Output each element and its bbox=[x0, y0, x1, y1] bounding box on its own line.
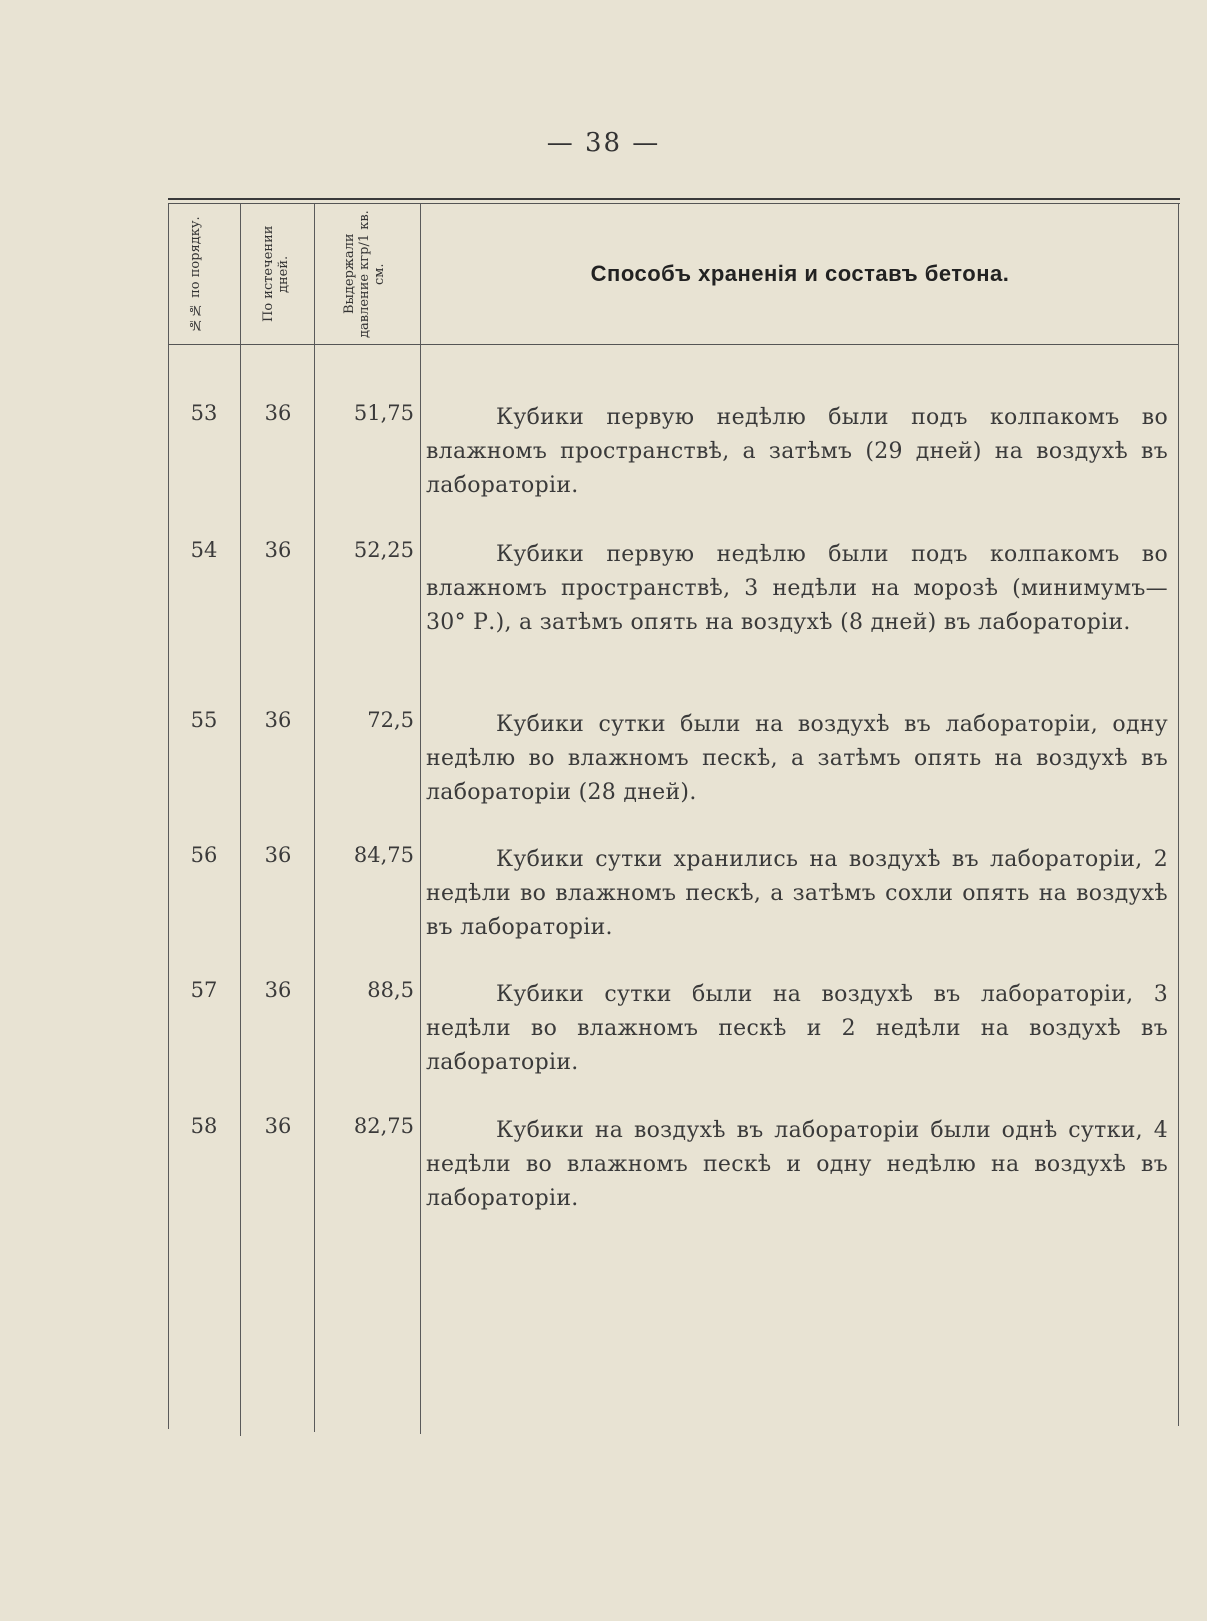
row-days: 36 bbox=[264, 1114, 292, 1138]
row-days: 36 bbox=[264, 708, 292, 732]
header-pressure-label: Выдержали давление кгр/1 кв. см. bbox=[342, 210, 387, 338]
row-description: Кубики сутки были на воздухѣ въ лабораторіи, одну недѣлю во влажномъ пескѣ, а затѣмъ опять на воздухѣ въ лабораторіи (28 дней). bbox=[426, 712, 1168, 805]
column-divider bbox=[314, 204, 315, 1432]
row-pressure: 82,75 bbox=[353, 1114, 414, 1138]
row-days: 36 bbox=[264, 401, 292, 425]
page-number: — 38 — bbox=[546, 128, 661, 158]
row-days: 36 bbox=[264, 978, 292, 1002]
row-number: 55 bbox=[190, 708, 218, 732]
row-pressure: 84,75 bbox=[353, 843, 414, 867]
row-description: Кубики на воздухѣ въ лабораторіи были однѣ сутки, 4 недѣли во влажномъ пескѣ и одну недѣлю на воздухѣ въ лабораторіи. bbox=[426, 1118, 1168, 1211]
table-top-rule-thin bbox=[168, 203, 1180, 204]
row-description: Кубики сутки были на воздухѣ въ лабораторіи, 3 недѣли во влажномъ пескѣ и 2 недѣли на воздухѣ въ лабораторіи. bbox=[426, 982, 1168, 1075]
header-method-label: Способъ храненія и составъ бетона. bbox=[590, 261, 1010, 286]
header-days-label: По истечении дней. bbox=[261, 225, 291, 323]
header-rule bbox=[168, 344, 1178, 345]
header-days bbox=[242, 206, 314, 342]
row-number: 58 bbox=[190, 1114, 218, 1138]
column-divider bbox=[168, 204, 169, 1429]
row-days: 36 bbox=[264, 538, 292, 562]
row-number: 57 bbox=[190, 978, 218, 1002]
column-divider bbox=[420, 204, 421, 1434]
table-top-rule bbox=[168, 198, 1180, 200]
row-number: 53 bbox=[190, 401, 218, 425]
row-description: Кубики сутки хранились на воздухѣ въ лабораторіи, 2 недѣли во влажномъ пескѣ, а затѣмъ сохли опять на воздухѣ въ лабораторіи. bbox=[426, 847, 1168, 940]
row-number: 54 bbox=[190, 538, 218, 562]
row-number: 56 bbox=[190, 843, 218, 867]
row-pressure: 51,75 bbox=[353, 401, 414, 425]
header-number bbox=[170, 206, 240, 342]
row-days: 36 bbox=[264, 843, 292, 867]
header-pressure bbox=[316, 206, 420, 342]
column-divider bbox=[240, 204, 241, 1436]
row-description: Кубики первую недѣлю были подъ колпакомъ во влажномъ пространствѣ, 3 недѣли на морозѣ (минимумъ—30° Р.), а затѣмъ опять на воздухѣ (8 дней) въ лабораторіи. bbox=[426, 542, 1168, 635]
row-description: Кубики первую недѣлю были подъ колпакомъ во влажномъ пространствѣ, а затѣмъ (29 дней) на воздухѣ въ лабораторіи. bbox=[426, 405, 1168, 498]
row-pressure: 52,25 bbox=[353, 538, 414, 562]
column-divider bbox=[1178, 204, 1179, 1426]
row-pressure: 88,5 bbox=[367, 978, 414, 1002]
header-method bbox=[422, 206, 1178, 342]
header-number-label: №№ по порядку. bbox=[188, 216, 203, 332]
data-table bbox=[168, 198, 1178, 1433]
row-pressure: 72,5 bbox=[367, 708, 414, 732]
